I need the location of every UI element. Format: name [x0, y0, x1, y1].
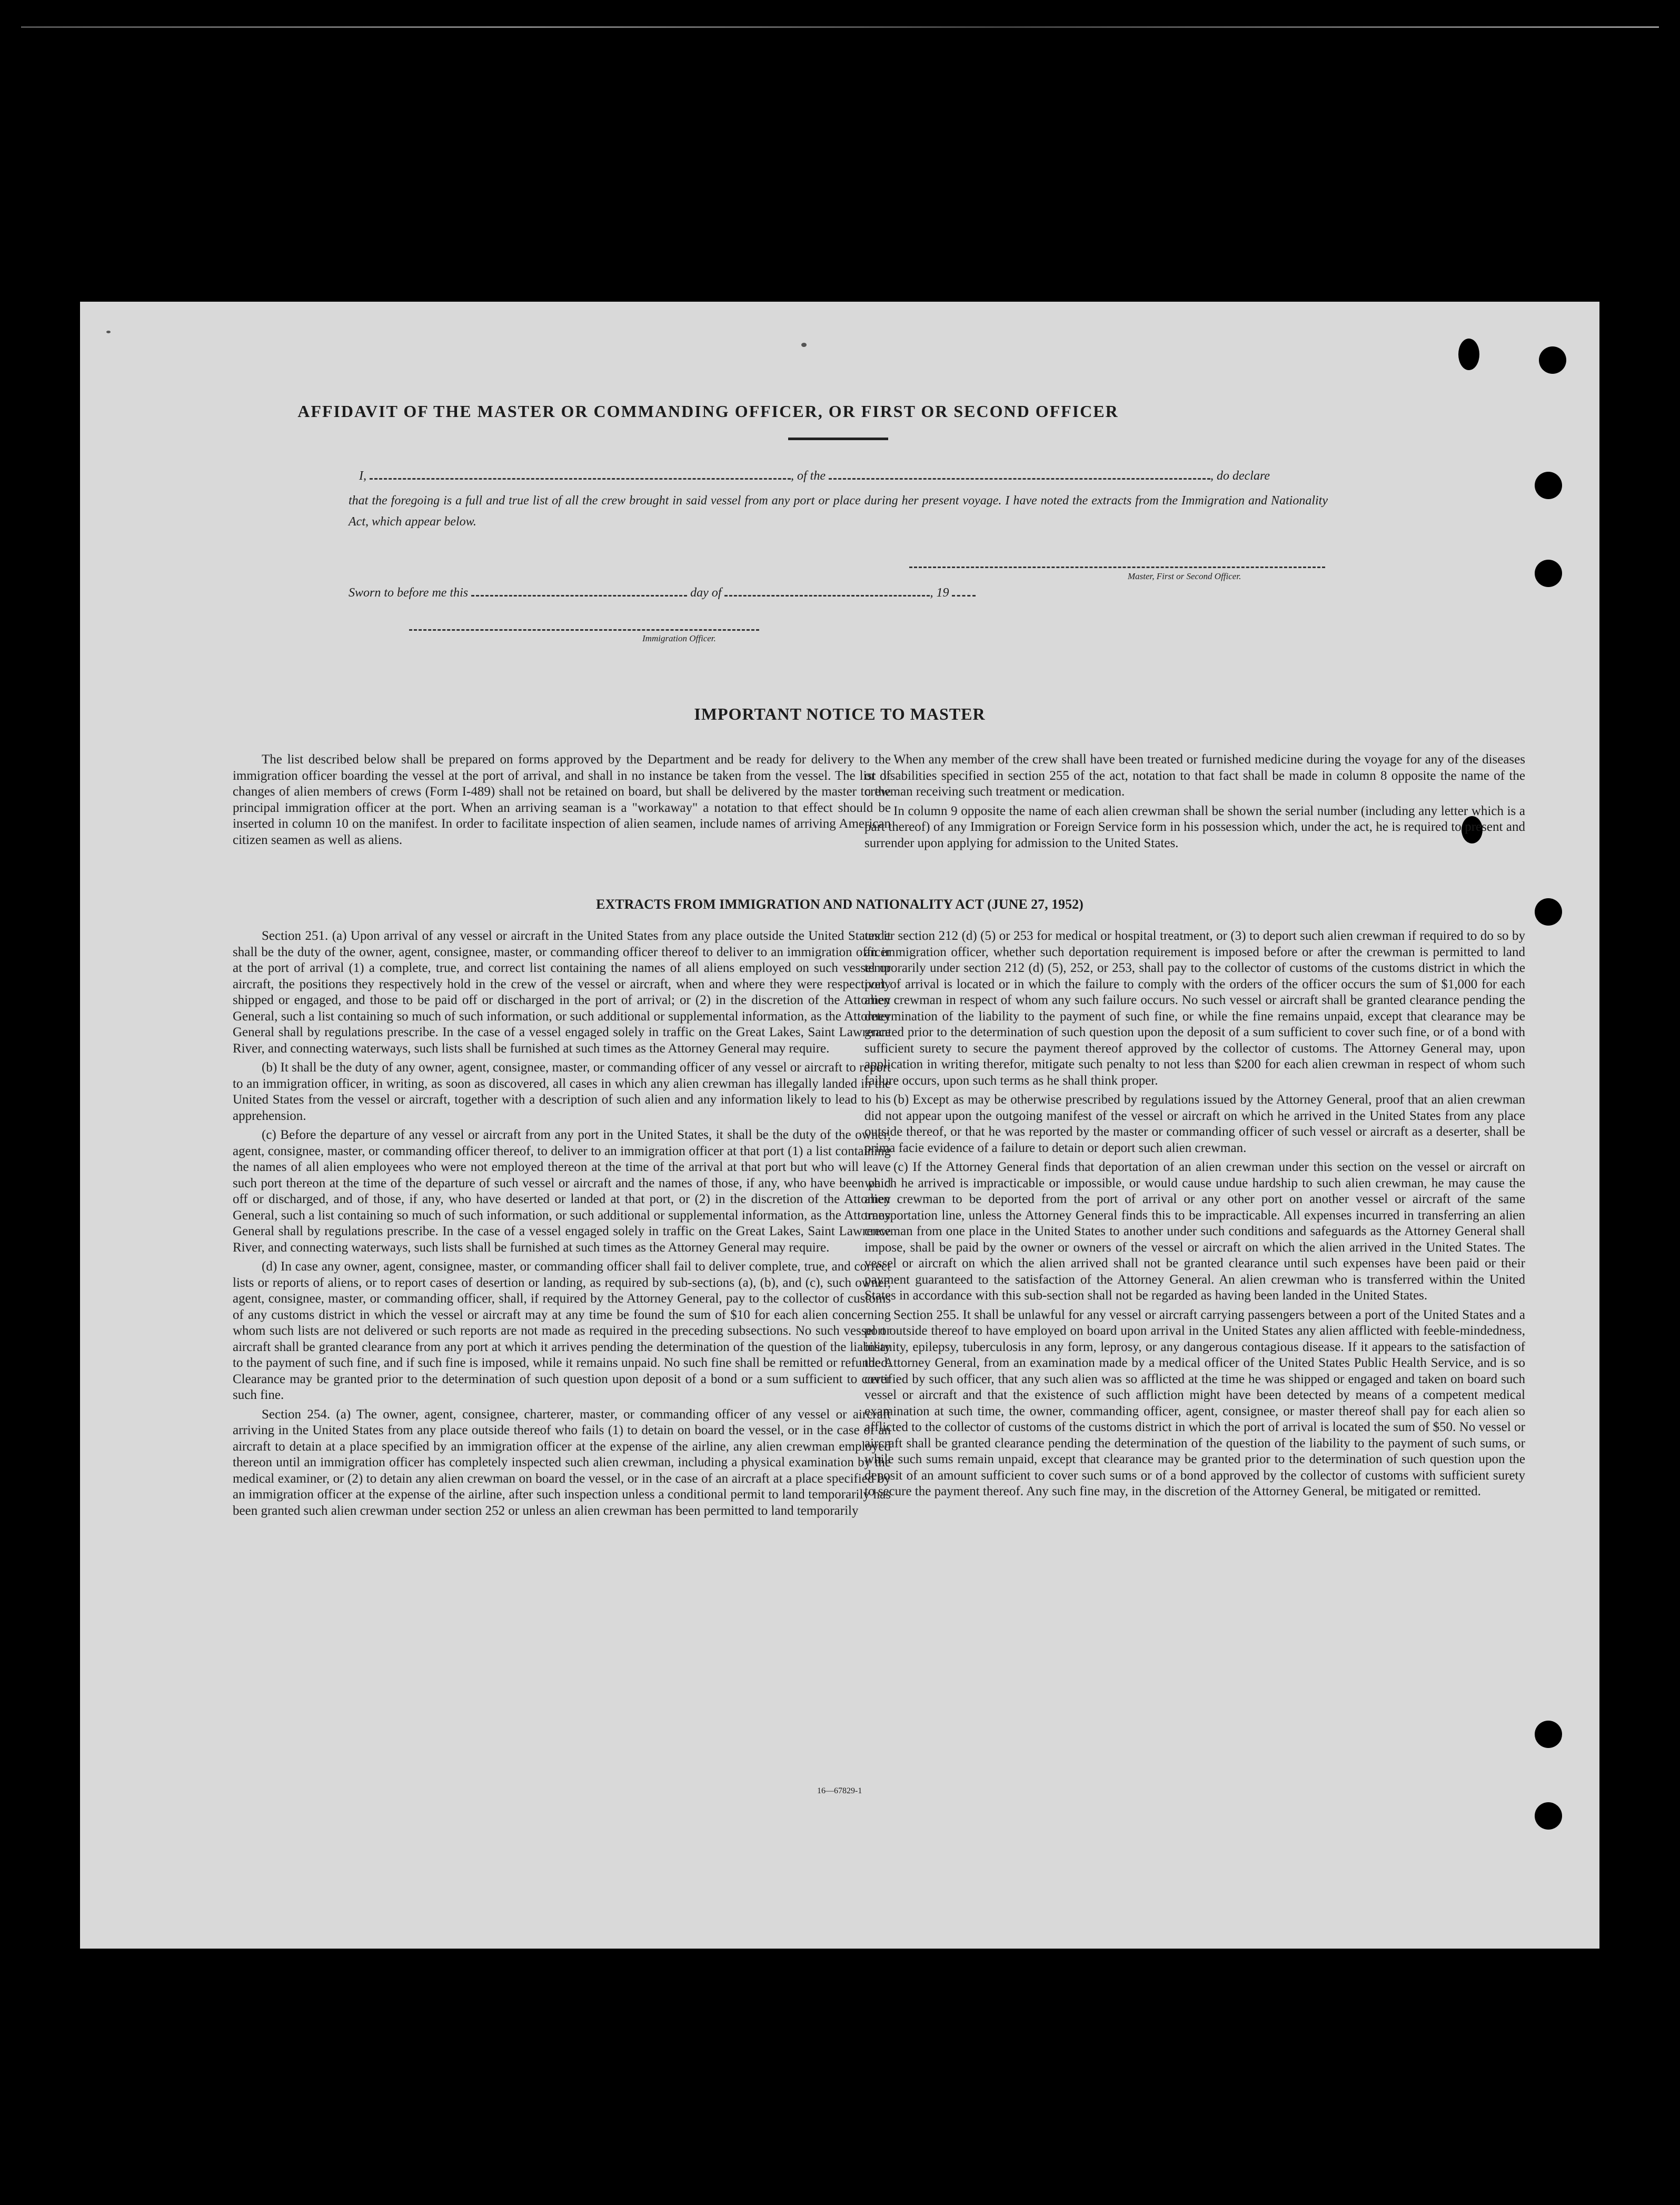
document-page [80, 302, 1599, 1949]
punch-hole [1535, 1802, 1562, 1830]
section-251-d: (d) In case any owner, agent, consignee, master, or commanding officer shall fail to deliver complete, true, and correct lists or reports of aliens, or to report cases of desertion or landing, as required by sub-sections (a), (b), and (c), such owner, agent, consignee, master, or commanding officer, shall, if required by the Attorney General, pay to the collector of customs of any customs district in which the vessel or aircraft may at any time be found the sum of $10 for each alien concerning whom such lists are not delivered or such reports are not made as required in the preceding subsections. No such vessel or aircraft shall be granted clearance from any port at which it arrives pending the determination of the question of the liability to the payment of such fine, and if such fine is imposed, while it remains unpaid. No such fine shall be remitted or refunded. Clearance may be granted prior to the determination of such question upon deposit of a bond or a sum sufficient to cover such fine. [233, 1259, 891, 1402]
extracts-right-column [864, 928, 1525, 1503]
scan-edge-line [21, 26, 1659, 28]
notice-title: IMPORTANT NOTICE TO MASTER [694, 704, 986, 723]
declarant-line [359, 469, 1270, 483]
master-signature-line [909, 567, 1325, 568]
sworn-label: Sworn to before me this [349, 586, 469, 600]
section-251-b: (b) It shall be the duty of any owner, agent, consignee, master, or commanding officer of any vessel or aircraft to report to an immigration officer, in writing, as soon as discovered, all cases in which any alien crewman has illegally landed in the United States from the vessel or aircraft, together with a description of such alien and any information likely to lead to his apprehension. [233, 1060, 891, 1123]
form-code: 16—67829-1 [817, 1786, 862, 1795]
year-label: , 19 [930, 586, 949, 600]
speck [106, 331, 111, 333]
punch-hole [1535, 472, 1562, 499]
section-251-a: Section 251. (a) Upon arrival of any vessel or aircraft in the United States from any place outside the United States it shall be the duty of the owner, agent, consignee, master, or commanding officer thereof to deliver to an immigration officer at the port of arrival (1) a complete, true, and correct list containing the names of all aliens employed on such vessel or aircraft, the positions they respectively hold in the crew of the vessel or aircraft, when and where they were respectively shipped or engaged, and those to be paid off or discharged in the port of arrival; or (2) in the discretion of the Attorney General, such a list containing so much of such information, or such additional or supplemental information, as the Attorney General shall by regulations prescribe. In the case of a vessel engaged solely in traffic on the Great Lakes, Saint Lawrence River, and connecting waterways, such lists shall be furnished at such times as the Attorney General may require. [233, 929, 891, 1056]
notice-serial-paragraph: In column 9 opposite the name of each alien crewman shall be shown the serial number (including any letter which is a part thereof) of any Immigration or Foreign Service form in his possession which, under the act, he is required to present and surrender upon applying for admission to the United States. [864, 803, 1525, 850]
notice-left-paragraph: The list described below shall be prepared on forms approved by the Department and be ready for delivery to the immigration officer boarding the vessel at the port of arrival, and shall in no instance be taken from the vessel. The list of changes of alien members of crews (Form I-489) shall not be retained on board, but shall be delivered by the master to the principal immigration officer at the port. When an arriving seaman is a "workaway" a notation to that effect should be inserted in column 10 on the manifest. In order to facilitate inspection of alien seamen, include names of arriving American citizen seamen as well as aliens. [233, 752, 891, 847]
section-255: Section 255. It shall be unlawful for any vessel or aircraft carrying passengers between a port of the United States and a port outside thereof to have employed on board upon arrival in the United States any alien afflicted with feeble-mindedness, insanity, epilepsy, tuberculosis in any form, leprosy, or any dangerous contagious disease. If it appears to the satisfaction of the Attorney General, from an examination made by a medical officer of the United States Public Health Service, and is so certified by such officer, that any such alien was so afflicted at the time he was shipped or engaged and taken on board such vessel or aircraft and that the existence of such affliction might have been detected by means of a competent medical examination at such time, the owner, commanding officer, agent, consignee, or master thereof shall pay for each alien so afflicted to the collector of customs of the customs district in which the port of arrival is located the sum of $50. No vessel or aircraft shall be granted clearance pending the determination of the question of the liability to the payment of such sums, or while such sums remain unpaid, except that clearance may be granted prior to the determination of such question upon the deposit of an amount sufficient to cover such sums or of a bond approved by the collector of customs with sufficient surety to secure the payment thereof. Any such fine may, in the discretion of the Attorney General, be mitigated or remitted. [864, 1307, 1525, 1498]
punch-hole [1458, 339, 1479, 370]
sworn-line [349, 586, 976, 600]
sworn-month-blank [724, 594, 930, 597]
section-251-c: (c) Before the departure of any vessel or aircraft from any port in the United States, it shall be the duty of the owner, agent, consignee, master, or commanding officer thereof, to deliver to an immigration officer at that port (1) a list containing the names of all alien employees who were not employed thereon at the time of the arrival at that port but who will leave such port thereon at the time of the departure of such vessel or aircraft and the names of those, if any, who have been paid off or discharged, and of those, if any, who have deserted or landed at that port, or (2) in the discretion of the Attorney General, such a list containing so much of such information, or such additional or supplemental information, as the Attorney General shall by regulations prescribe. In the case of a vessel engaged solely in traffic on the Great Lakes, Saint Lawrence River, and connecting waterways, such lists shall be furnished at such times as the Attorney General may require. [233, 1128, 891, 1255]
do-declare-label: , do declare [1210, 469, 1270, 483]
of-the-label: , of the [791, 469, 826, 483]
declarant-label: I, [359, 469, 366, 483]
name-blank [370, 478, 791, 480]
declaration-text: that the foregoing is a full and true list of all the crew brought in said vessel from any port or place during her present voyage. I have noted the extracts from the Immigration and Nationality Act, which appear below. [349, 494, 1328, 529]
extracts-left-column [233, 928, 891, 1522]
sworn-day-blank [471, 594, 687, 597]
title-rule [788, 438, 888, 440]
sworn-year-blank [952, 594, 976, 597]
section-254-b: (b) Except as may be otherwise prescribed by regulations issued by the Attorney General, proof that an alien crewman did not appear upon the outgoing manifest of the vessel or aircraft on which he arrived in the United States from any place outside thereof, or that he was reported by the master or commanding officer of such vessel or aircraft as a deserter, shall be prima facie evidence of a failure to detain or deport such alien crewman. [864, 1092, 1525, 1155]
notice-right-column [864, 752, 1525, 855]
notice-left-column [233, 752, 891, 851]
extracts-title: EXTRACTS FROM IMMIGRATION AND NATIONALITY ACT (JUNE 27, 1952) [596, 897, 1083, 912]
affidavit-title: AFFIDAVIT OF THE MASTER OR COMMANDING OFFICER, OR FIRST OR SECOND OFFICER [297, 402, 1119, 421]
notice-medical-paragraph: When any member of the crew shall have been treated or furnished medicine during the voyage for any of the diseases or disabilities specified in section 255 of the act, notation to that fact shall be made in column 8 opposite the name of the crewman receiving such treatment or medication. [864, 752, 1525, 799]
vessel-blank [829, 478, 1210, 480]
section-254-a: Section 254. (a) The owner, agent, consignee, charterer, master, or commanding officer of any vessel or aircraft arriving in the United States from any place outside thereof who fails (1) to detain on board the vessel, or in the case of an aircraft to detain at a place specified by an immigration officer at the expense of the airline, any alien crewman employed thereon until an immigration officer has completely inspected such alien crewman, including a physical examination by the medical examiner, or (2) to detain any alien crewman on board the vessel, or in the case of an aircraft at a place specified by an immigration officer at the expense of the airline, after such inspection unless a conditional permit to land temporarily has been granted such alien crewman under section 252 or unless an alien crewman has been permitted to land temporarily [233, 1407, 891, 1518]
day-of-label: day of [690, 586, 722, 600]
section-254-a-continued: under section 212 (d) (5) or 253 for medical or hospital treatment, or (3) to deport such alien crewman if required to do so by an immigration officer, whether such deportation requirement is imposed before or after the crewman is permitted to land temporarily under section 212 (d) (5), 252, or 253, shall pay to the collector of customs of the customs district in which the port of arrival is located or in which the failure to comply with the orders of the officer occurs the sum of $1,000 for each alien crewman in respect of whom any such failure occurs. No such vessel or aircraft shall be granted clearance pending the determination of the liability to the payment of such fine, or while the fine remains unpaid, except that clearance may be granted prior to the determination of such question upon the deposit of a sum sufficient to cover such fine, or of a bond with sufficient surety to secure the payment thereof approved by the collector of customs. The Attorney General may, upon application in writing therefor, mitigate such penalty to not less than $200 for each alien crewman in respect of whom such failure occurs, upon such terms as he shall think proper. [864, 929, 1525, 1088]
punch-hole [1535, 560, 1562, 587]
punch-hole [1535, 1721, 1562, 1748]
officer-signature-line [409, 629, 759, 631]
officer-caption: Immigration Officer. [642, 633, 716, 643]
speck [801, 343, 807, 347]
master-caption: Master, First or Second Officer. [1128, 571, 1241, 581]
punch-hole [1539, 346, 1566, 374]
section-254-c: (c) If the Attorney General finds that deportation of an alien crewman under this section on the vessel or aircraft on which he arrived is impracticable or impossible, or would cause undue hardship to such alien crewman, he may cause the alien crewman to be deported from the port of arrival or any other port on another vessel or aircraft of the same transportation line, unless the Attorney General finds this to be impracticable. All expenses incurred in transferring an alien crewman from one place in the United States to another under such conditions and safeguards as the Attorney General shall impose, shall be paid by the owner or owners of the vessel or aircraft on which the alien arrived in the United States. The vessel or aircraft on which the alien arrived shall not be granted clearance until such expenses have been paid or their payment guaranteed to the satisfaction of the Attorney General. An alien crewman who is transferred within the United States in accordance with this sub-section shall not be regarded as having been landed in the United States. [864, 1160, 1525, 1303]
